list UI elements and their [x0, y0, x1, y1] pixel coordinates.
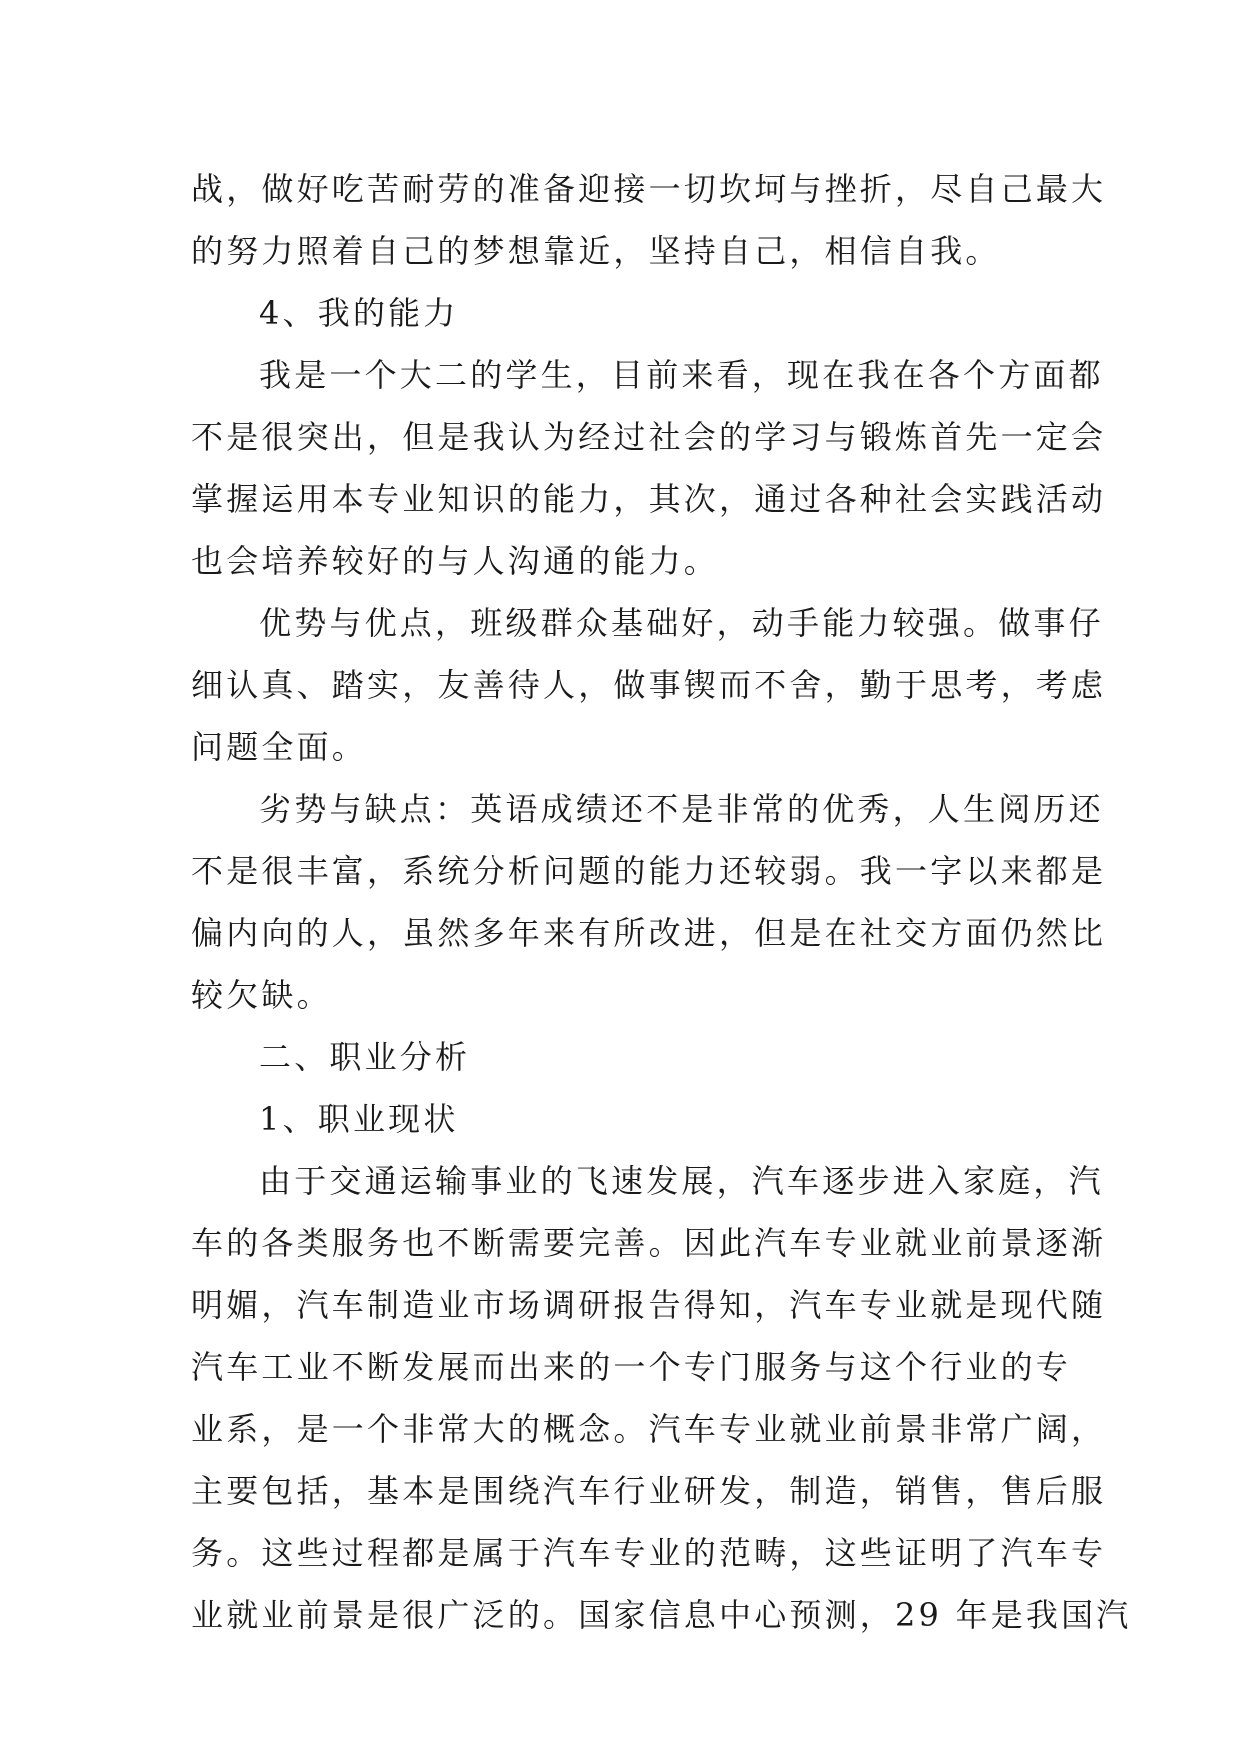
- text-line-9: 细认真、踏实，友善待人，做事锲而不舍，勤于思考，考虑: [191, 666, 1107, 704]
- document-body: [191, 158, 1132, 1646]
- text-line-11: 劣势与缺点：英语成绩还不是非常的优秀，人生阅历还: [259, 790, 1104, 828]
- text-line-21: 业系，是一个非常大的概念。汽车专业就业前景非常广阔，: [191, 1410, 1107, 1448]
- text-line-22: 主要包括，基本是围绕汽车行业研发，制造，销售，售后服: [191, 1472, 1107, 1510]
- section-heading-my-ability: 4、我的能力: [259, 294, 459, 332]
- text-line-12: 不是很丰富，系统分析问题的能力还较弱。我一字以来都是: [191, 852, 1107, 890]
- text-line-17: 由于交通运输事业的飞速发展，汽车逐步进入家庭，汽: [259, 1162, 1104, 1200]
- text-line-14: 较欠缺。: [191, 976, 332, 1014]
- section-heading-career-analysis: 二、职业分析: [259, 1038, 471, 1076]
- text-line-19: 明媚，汽车制造业市场调研报告得知，汽车专业就是现代随: [191, 1286, 1107, 1324]
- text-line-13: 偏内向的人，虽然多年来有所改进，但是在社交方面仍然比: [191, 914, 1107, 952]
- text-line-18: 车的各类服务也不断需要完善。因此汽车专业就业前景逐渐: [191, 1224, 1107, 1262]
- text-line-7: 也会培养较好的与人沟通的能力。: [191, 542, 720, 580]
- text-line-2: 的努力照着自己的梦想靠近，坚持自己，相信自我。: [191, 232, 1001, 270]
- text-line-8: 优势与优点，班级群众基础好，动手能力较强。做事仔: [259, 604, 1104, 642]
- text-line-10: 问题全面。: [191, 728, 368, 766]
- text-line-23: 务。这些过程都是属于汽车专业的范畴，这些证明了汽车专: [191, 1534, 1107, 1572]
- text-line-5: 不是很突出，但是我认为经过社会的学习与锻炼首先一定会: [191, 418, 1107, 456]
- text-line-6: 掌握运用本专业知识的能力，其次，通过各种社会实践活动: [191, 480, 1107, 518]
- text-line-24: 业就业前景是很广泛的。国家信息中心预测，29 年是我国汽: [191, 1596, 1132, 1634]
- section-heading-career-status: 1、职业现状: [259, 1100, 459, 1138]
- text-line-20: 汽车工业不断发展而出来的一个专门服务与这个行业的专: [191, 1348, 1072, 1386]
- text-line-4: 我是一个大二的学生，目前来看，现在我在各个方面都: [259, 356, 1104, 394]
- text-line-1: 战，做好吃苦耐劳的准备迎接一切坎坷与挫折，尽自己最大: [191, 170, 1107, 208]
